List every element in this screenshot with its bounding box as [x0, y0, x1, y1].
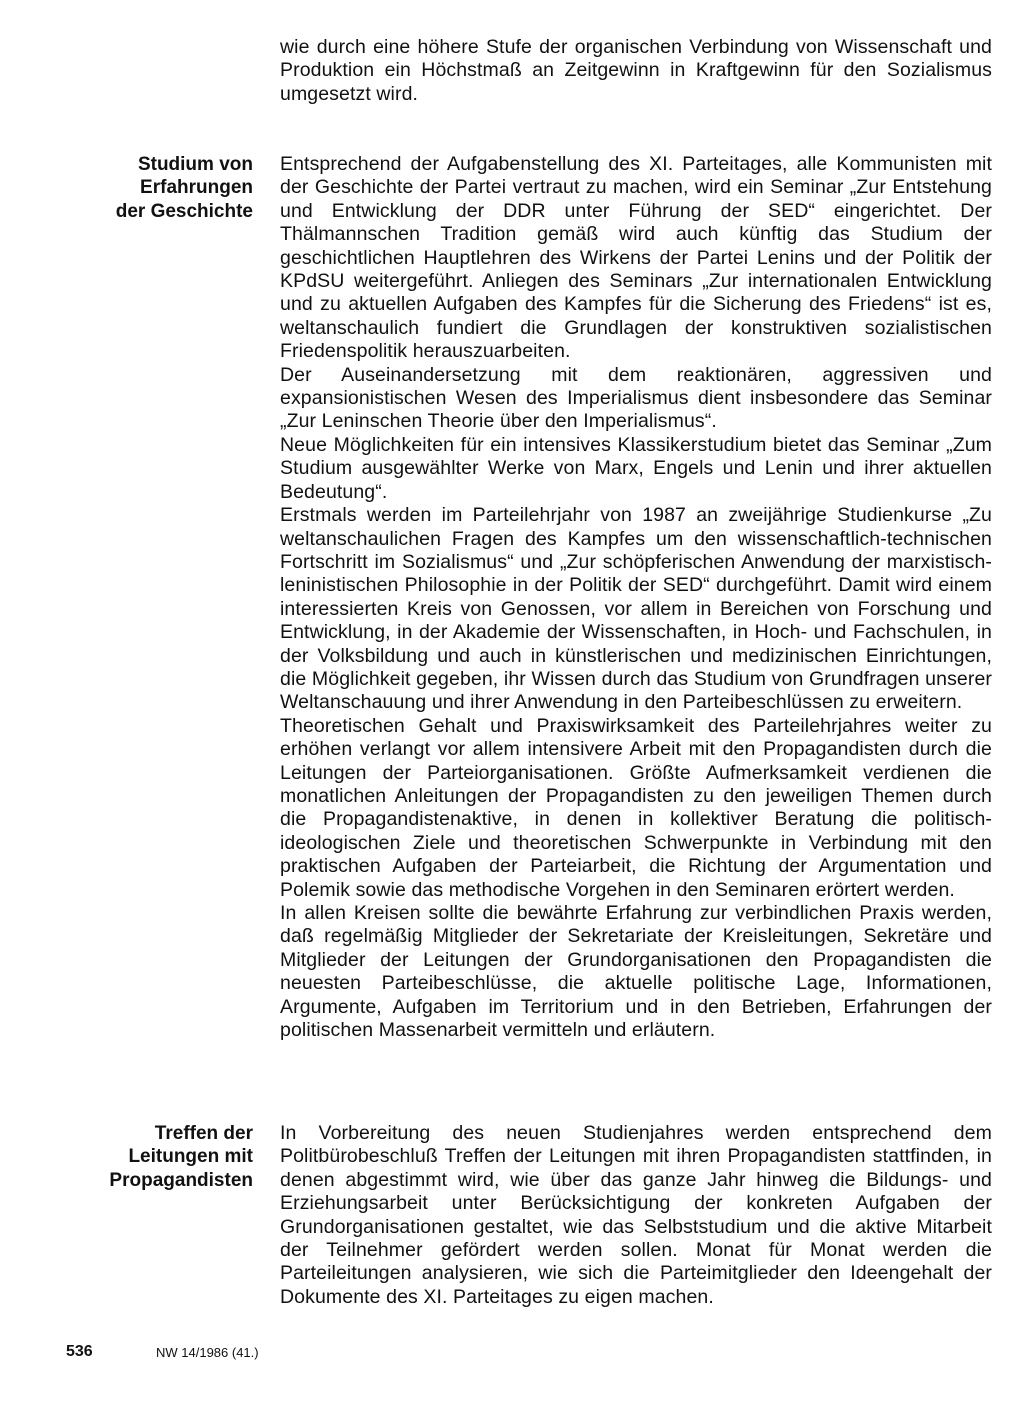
- section-studium-text: [280, 153, 992, 1042]
- paragraph: Der Auseinandersetzung mit dem reaktionären, aggressiven und expansionistischen Wesen des Imperialismus dient insbesondere das Seminar „Zur Leninschen Theorie über den Imperialismus“.: [280, 363, 992, 433]
- paragraph: Entsprechend der Aufgabenstellung des XI. Parteitages, alle Kommunisten mit der Geschichte der Partei vertraut zu machen, wird ein Seminar „Zur Entstehung und Entwicklung der DDR unter Führung der SED“ eingerichtet. Der Thälmannschen Tradition gemäß wird auch künftig das Studium der geschichtlichen Hauptlehren des Wirkens der Partei Lenins und der Politik der KPdSU weitergeführt. Anliegen des Seminars „Zur internationalen Entwicklung und zu aktuellen Aufgaben des Kampfes für die Sicherung des Friedens“ ist es, weltanschaulich fundiert die Grundlagen der konstruktiven sozialistischen Friedenspolitik herauszuarbeiten.: [280, 153, 992, 363]
- paragraph: Neue Möglichkeiten für ein intensives Klassikerstudium bietet das Seminar „Zum Studium ausgewählter Werke von Marx, Engels und Lenin und ihrer aktuellen Bedeutung“.: [280, 433, 992, 503]
- intro-text-block: [280, 36, 992, 106]
- issue-reference: NW 14/1986 (41.): [156, 1345, 259, 1360]
- paragraph: In Vorbereitung des neuen Studienjahres werden entsprechend dem Politbürobeschluß Treffen der Leitungen mit ihren Propagandisten stattfinden, in denen abgestimmt wird, wie über das ganze Jahr hinweg die Bildungs- und Erziehungsarbeit unter Berücksichtigung der konkreten Aufgaben der Grundorganisationen gestaltet, wie das Selbststudium und die aktive Mitarbeit der Teilnehmer gefördert werden sollen. Monat für Monat werden die Parteileitungen analysieren, wie sich die Parteimitglieder den Ideengehalt der Dokumente des XI. Parteitages zu eigen machen.: [280, 1122, 992, 1308]
- heading-line: Erfahrungen: [140, 177, 253, 199]
- heading-line: der Geschichte: [115, 200, 253, 222]
- heading-line: Leitungen mit: [128, 1146, 253, 1168]
- heading-line: Studium von: [137, 154, 253, 175]
- heading-line: Propagandisten: [109, 1169, 253, 1191]
- section-heading-studium: [23, 153, 253, 223]
- page-number: 536: [66, 1343, 93, 1360]
- paragraph: Theoretischen Gehalt und Praxiswirksamkeit des Parteilehrjahres weiter zu erhöhen verlangt vor allem intensivere Arbeit mit den Propagandisten durch die Leitungen der Parteiorganisationen. Größte Aufmerksamkeit verdienen die monatlichen Anleitungen der Propagandisten zu den jeweiligen Themen durch die Propagandistenaktive, in denen in kollektiver Beratung die politisch-ideologischen Ziele und theoretischen Schwerpunkte in Verbindung mit den praktischen Aufgaben der Parteiarbeit, die Richtung der Argumentation und Polemik sowie das methodische Vorgehen in den Seminaren erörtert werden.: [280, 714, 992, 901]
- paragraph: Erstmals werden im Parteilehrjahr von 1987 an zweijährige Studienkurse „Zu weltanschaulichen Fragen des Kampfes um den wissenschaftlich-technischen Fortschritt im Sozialismus“ und „Zur schöpferischen Anwendung der marxistisch-leninistischen Philosophie in der Politik der SED“ durchgeführt. Damit wird einem interessierten Kreis von Genossen, vor allem in Bereichen von Forschung und Entwicklung, in der Akademie der Wissenschaften, in Hoch- und Fachschulen, in der Volksbildung und auch in künstlerischen und medizinischen Einrichtungen, die Möglichkeit gegeben, ihr Wissen durch das Studium von Grundfragen unserer Weltanschauung und ihrer Anwendung in den Parteibeschlüssen zu erweitern.: [280, 504, 992, 714]
- section-heading-treffen: [23, 1122, 253, 1192]
- section-treffen-text: [280, 1122, 992, 1309]
- paragraph: In allen Kreisen sollte die bewährte Erfahrung zur verbindlichen Praxis werden, daß regelmäßig Mitglieder der Sekretariate der Kreisleitungen, Sekretäre und Mitglieder der Leitungen der Grundorganisationen den Propagandisten die neuesten Parteibeschlüsse, die aktuelle politische Lage, Informationen, Argumente, Aufgaben im Territorium und in den Betrieben, Erfahrungen der politischen Massenarbeit vermitteln und erläutern.: [280, 902, 992, 1042]
- intro-paragraph: wie durch eine höhere Stufe der organischen Verbindung von Wissenschaft und Produktion ein Höchstmaß an Zeitgewinn in Kraftgewinn für den Sozialismus umgesetzt wird.: [280, 36, 992, 105]
- heading-line: Treffen der: [154, 1123, 253, 1144]
